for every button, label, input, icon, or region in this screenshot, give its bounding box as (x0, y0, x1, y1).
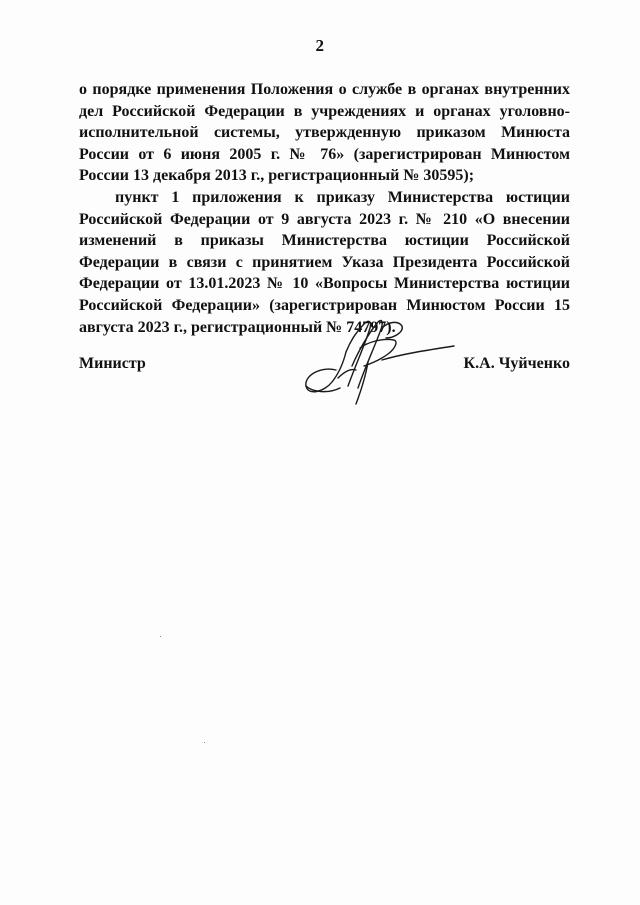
paragraph-continuation: о порядке применения Положения о службе в органах внутренних дел Российской Федерации в учреждениях и органах уголовно-исполнительной системы, утвержденную приказом Минюста России от 6 июня 2005 г. № 76» (зарегистрирован Минюстом России 13 декабря 2013 г., регистрационный № 30595); (79, 81, 570, 185)
paragraph-item: пункт 1 приложения к приказу Министерства юстиции Российской Федерации от 9 августа 2023 г. № 210 «О внесении изменений в приказы Министерства юстиции Российской Федерации в связи с принятием Указа Президента Российской Федерации от 13.01.2023 № 10 «Вопросы Министерства юстиции Российской Федерации» (зарегистрирован Минюстом России 15 августа 2023 г., регистрационный № 74797). (79, 188, 570, 336)
page-number: 2 (315, 36, 325, 55)
handwritten-signature-icon (298, 308, 458, 408)
signer-title: Министр (79, 355, 146, 372)
signer-name: К.А. Чуйченко (463, 355, 570, 372)
scan-speck (160, 636, 161, 637)
scan-speck (204, 742, 205, 743)
document-body (79, 79, 570, 338)
